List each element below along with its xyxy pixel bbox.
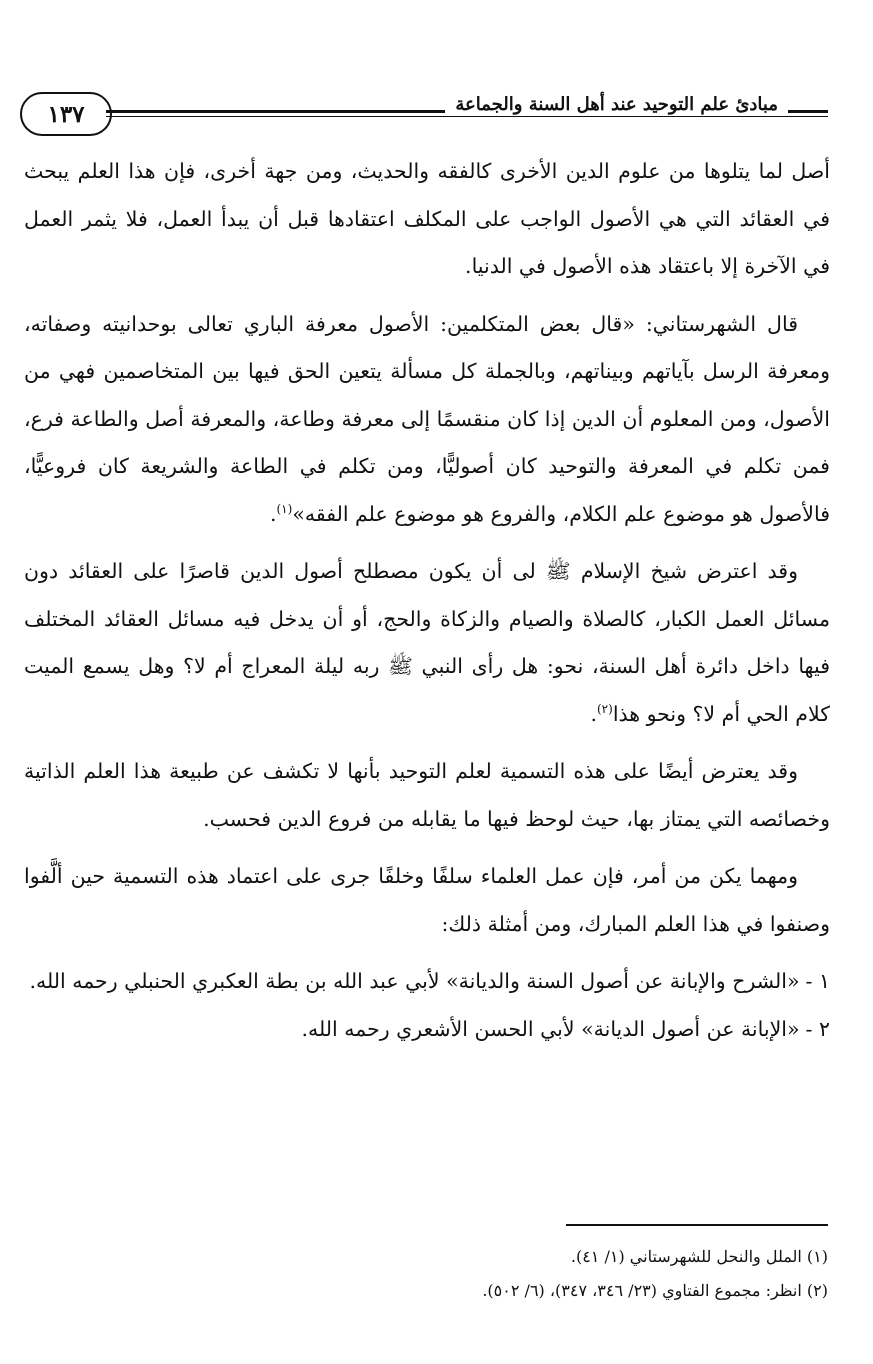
footnote-ref-2[interactable]: (٢): [596, 701, 613, 716]
paragraph-1-text: أصل لما يتلوها من علوم الدين الأخرى كالفقه والحديث، ومن جهة أخرى، فإن هذا العلم يبحث في العقائد التي هي الأصول الواجب على المكلف اعتقادها قبل أن يبدأ العمل، فلا يثمر العمل في الآخرة إلا باعتقاد هذه الأصول في الدنيا.: [24, 159, 830, 278]
header-rule-thin: [106, 116, 828, 117]
footnote-ref-1[interactable]: (١): [276, 501, 293, 516]
list-item-2-number: ٢ -: [805, 1016, 830, 1041]
paragraph-3: وقد اعترض شيخ الإسلام ﷺ لى أن يكون مصطلح أصول الدين قاصرًا على العقائد دون مسائل العمل الكبار، كالصلاة والصيام والزكاة والحج، أو أن يدخل فيه مسائل العقائد المختلف فيها داخل دائرة أهل السنة، نحو: هل رأى النبي ﷺ ربه ليلة المعراج أم لا؟ وهل يسمع الميت كلام الحي أم لا؟ ونحو هذا$^{(٢)}$.: [24, 559, 830, 726]
page-number: ١٣٧: [20, 92, 112, 136]
list-item-1: [24, 958, 830, 1006]
list-item-2: [24, 1006, 830, 1054]
running-header: [20, 92, 828, 138]
paragraph-5: [24, 853, 830, 948]
paragraph-5-text: ومهما يكن من أمر، فإن عمل العلماء سلفًا وخلفًا جرى على اعتماد هذه التسمية حين ألَّفوا وصنفوا في هذا العلم المبارك، ومن أمثلة ذلك:: [24, 864, 830, 936]
footnote-2: (٢) انظر: مجموع الفتاوي (٢٣/ ٣٤٦، ٣٤٧)، (٦/ ٥٠٢).: [482, 1281, 828, 1300]
paragraph-2: قال الشهرستاني: «قال بعض المتكلمين: الأصول معرفة الباري تعالى بوحدانيته وصفاته، ومعرفة الرسل بآياتهم وبيناتهم، وبالجملة كل مسألة يتعين الحق فيها بين المتخاصمين فهي من الأصول، ومن المعلوم أن الدين إذا كان منقسمًا إلى معرفة وطاعة، والمعرفة أصل والطاعة فرع، فمن تكلم في المعرفة والتوحيد كان أصوليًّا، ومن تكلم في الطاعة والشريعة كان فروعيًّا، فالأصول هو موضوع علم الكلام، والفروع هو موضوع علم الفقه»$^{(١)}$.: [24, 311, 830, 526]
list-item-1-text: «الشرح والإبانة عن أصول السنة والديانة» لأبي عبد الله بن بطة العكبري الحنبلي رحمه الله.: [29, 969, 800, 993]
footnote-1: (١) الملل والنحل للشهرستاني (١/ ٤١).: [570, 1247, 828, 1266]
header-title: مبادئ علم التوحيد عند أهل السنة والجماعة: [445, 94, 788, 115]
paragraph-4-text: وقد يعترض أيضًا على هذه التسمية لعلم التوحيد بأنها لا تكشف عن طبيعة هذا العلم الذاتية وخصائصه التي يمتاز بها، حيث لوحظ فيها ما يقابله من فروع الدين فحسب.: [24, 759, 830, 831]
paragraph-3-text: وقد اعترض شيخ الإسلام ﷺ لى أن يكون مصطلح أصول الدين قاصرًا على العقائد دون مسائل العمل الكبار، كالصلاة والصيام والزكاة والحج، أو أن يدخل فيه مسائل العقائد المختلف فيها داخل دائرة أهل السنة، نحو: هل رأى النبي ﷺ ربه ليلة المعراج أم لا؟ وهل يسمع الميت كلام الحي أم لا؟ ونحو هذا: [24, 559, 830, 726]
list-item-2-text: «الإبانة عن أصول الديانة» لأبي الحسن الأشعري رحمه الله.: [301, 1016, 800, 1041]
list-item-1-number: ١ -: [805, 969, 830, 993]
paragraph-1: [24, 148, 830, 291]
footnote-divider: [566, 1224, 828, 1226]
body-text: [24, 148, 830, 1053]
paragraph-2-text: قال الشهرستاني: «قال بعض المتكلمين: الأصول معرفة الباري تعالى بوحدانيته وصفاته، ومعرفة الرسل بآياتهم وبيناتهم، وبالجملة كل مسألة يتعين الحق فيها بين المتخاصمين فهي من الأصول، ومن المعلوم أن الدين إذا كان منقسمًا إلى معرفة وطاعة، والمعرفة أصل والطاعة فرع، فمن تكلم في المعرفة والتوحيد كان أصوليًّا، ومن تكلم في الطاعة والشريعة كان فروعيًّا، فالأصول هو موضوع علم الكلام، والفروع هو موضوع علم الفقه»: [24, 311, 830, 526]
footnotes: [68, 1240, 828, 1308]
paragraph-4: [24, 748, 830, 843]
